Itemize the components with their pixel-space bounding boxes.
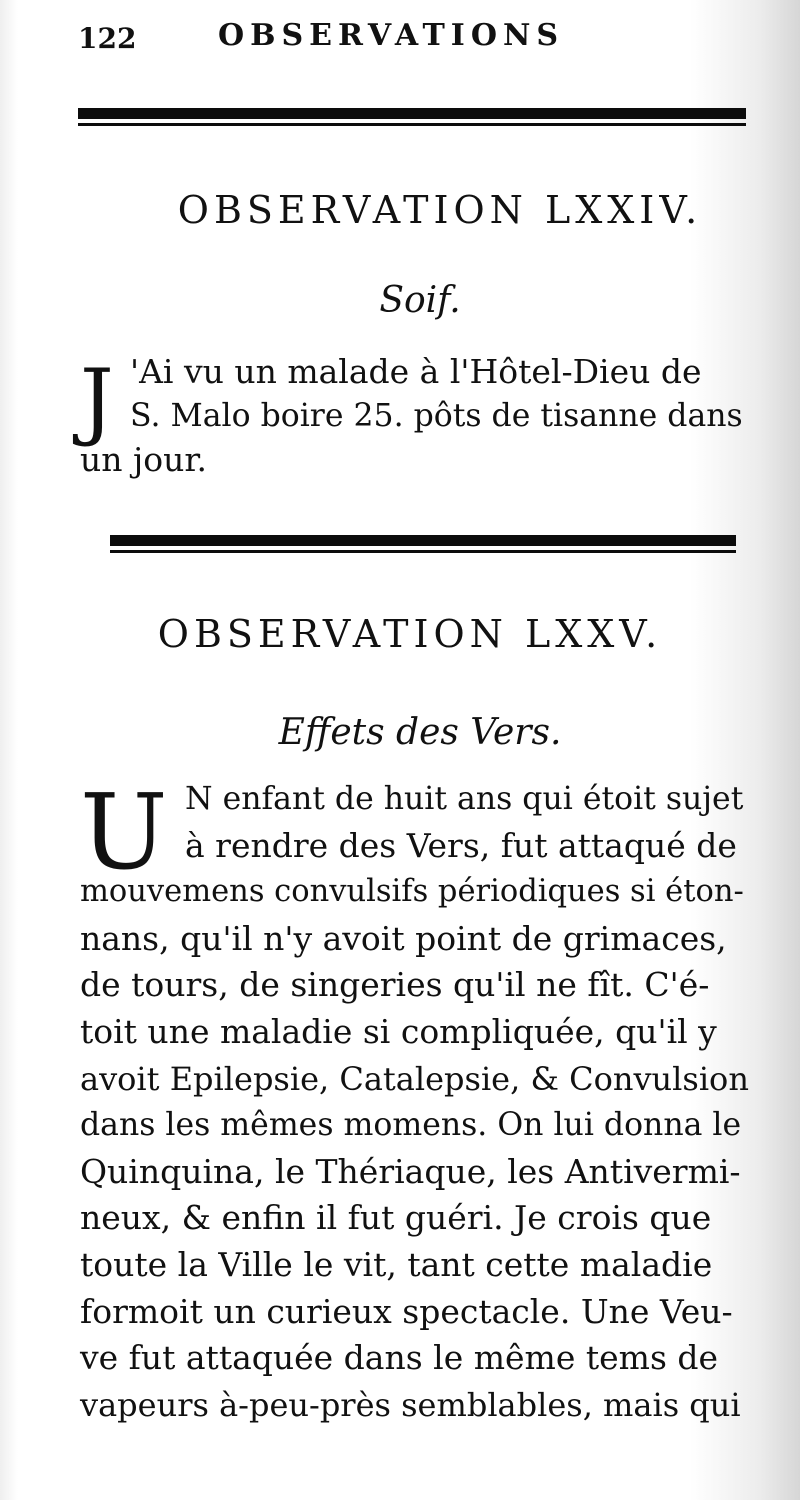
text-line: mouvemens convulsifs périodiques si éton- [80,874,744,910]
text-line: S. Malo boire 25. pôts de tisanne dans [130,398,743,434]
text-line: nans, qu'il n'y avoit point de grimaces, [80,918,727,958]
running-head [78,18,718,58]
observation-75-paragraph [80,771,750,1428]
text-line: toute la Ville le vit, tant cette maladie [80,1244,713,1284]
text-line: 'Ai vu un malade à l'Hôtel-Dieu de [130,352,702,391]
text-line: avoit Epilepsie, Catalepsie, & Convulsion [80,1059,749,1098]
page-number: 122 [78,22,137,55]
observation-75-subtitle: Effets des Vers. [278,712,562,753]
text-line: N enfant de huit ans qui étoit sujet [185,781,744,817]
observation-74-subtitle: Soif. [379,280,461,321]
text-line: formoit un curieux spectacle. Une Veu- [80,1291,733,1331]
observation-74-paragraph [80,350,750,482]
text-line: à rendre des Vers, fut attaqué de [185,825,737,865]
drop-cap: J [80,351,114,449]
text-line: neux, & enfin il fut guéri. Je crois que [80,1198,712,1238]
drop-cap: U [80,771,168,893]
text-line: Quinquina, le Thériaque, les Antivermi- [80,1151,741,1191]
observation-74-heading: OBSERVATION LXXIV. [177,188,703,232]
observation-75-heading: OBSERVATION LXXV. [157,612,663,656]
text-line: de tours, de singeries qu'il ne fît. C'é- [80,965,710,1005]
text-line: vapeurs à-peu-près semblables, mais qui [80,1385,741,1424]
top-double-rule [78,108,746,126]
section-double-rule [110,535,736,553]
text-line: toit une maladie si compliquée, qu'il y [80,1011,717,1051]
running-title: OBSERVATIONS [218,18,565,53]
text-line: un jour. [80,440,207,479]
text-line: dans les mêmes momens. On lui donna le [80,1107,742,1144]
text-line: ve fut attaquée dans le même tems de [80,1338,719,1378]
